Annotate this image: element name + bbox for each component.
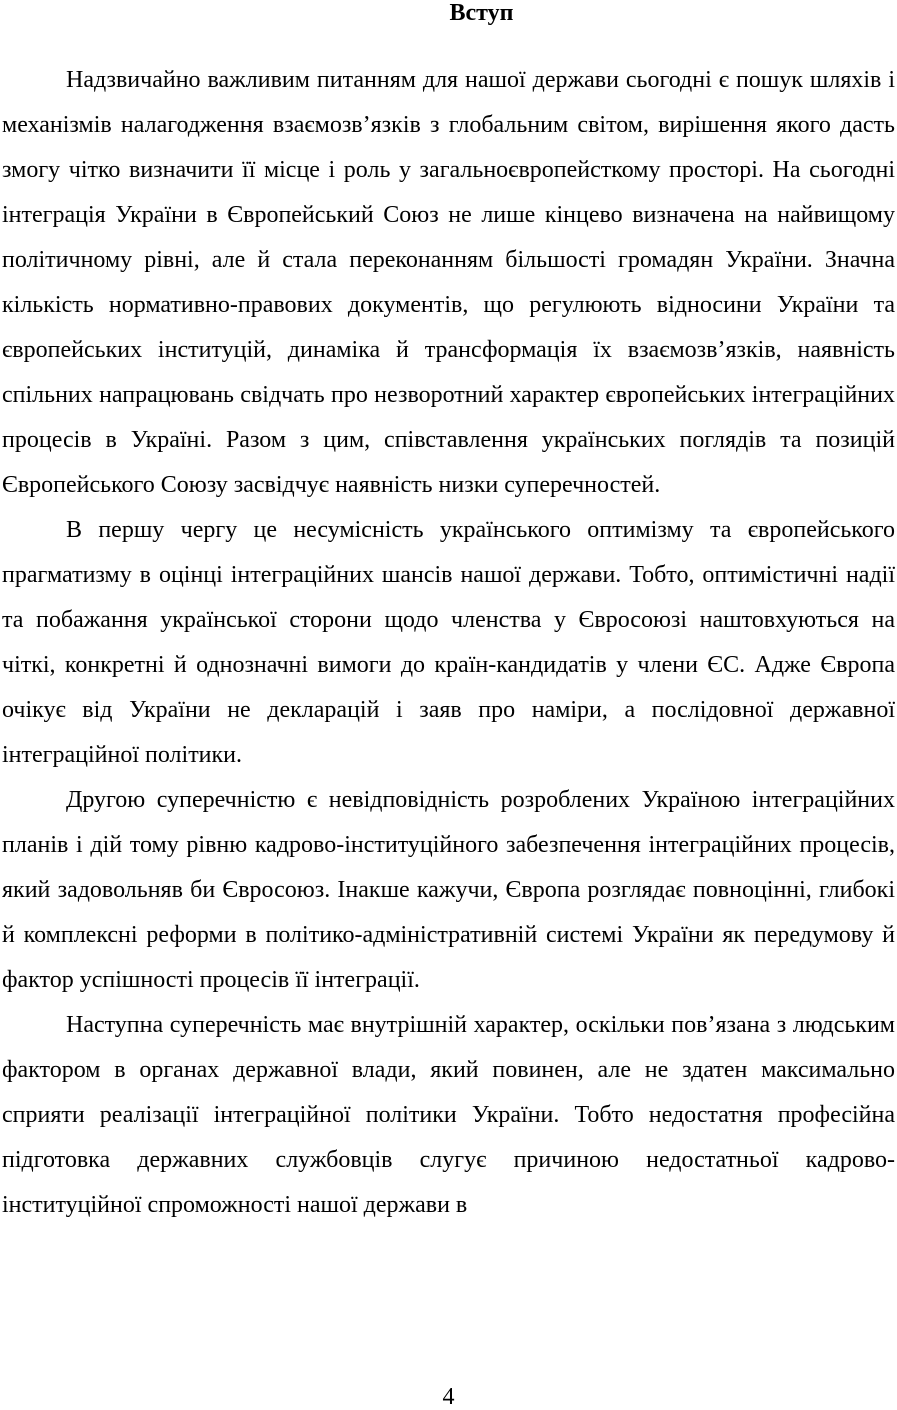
paragraph-3: Другою суперечністю є невідповідність розроблених Україною інтеграційних планів і дій тому рівню кадрово-інституційного забезпечення інтеграційних процесів, який задовольняв би Євросоюз. Інакше кажучи, Європа розглядає повноцінні, глибокі й комплексні реформи в політико-адміністративній системі України як передумову й фактор успішності процесів її інтеграції.: [2, 787, 895, 993]
document-body: [2, 58, 895, 1228]
page-number: 4: [442, 1384, 455, 1410]
paragraph-2: В першу чергу це несумісність українського оптимізму та європейського прагматизму в оцінці інтеграційних шансів нашої держави. Тобто, оптимістичні надії та побажання української сторони щодо членства у Євросоюзі наштовхуються на чіткі, конкретні й однозначні вимоги до країн-кандидатів у члени ЄС. Адже Європа очікує від України не декларацій і заяв про наміри, а послідовної державної інтеграційної політики.: [2, 517, 895, 768]
page-title: Вступ: [449, 0, 514, 26]
paragraph-4: Наступна суперечність має внутрішній характер, оскільки пов’язана з людським фактором в органах державної влади, який повинен, але не здатен максимально сприяти реалізації інтеграційної політики України. Тобто недостатня професійна підготовка державних службовців слугує причиною недостатньої кадрово-інституційної спроможності нашої держави в: [2, 1012, 895, 1218]
paragraph-1: Надзвичайно важливим питанням для нашої держави сьогодні є пошук шляхів і механізмів налагодження взаємозв’язків з глобальним світом, вирішення якого дасть змогу чітко визначити її місце і роль у загальноєвропейсткому просторі. На сьогодні інтеграція України в Європейський Союз не лише кінцево визначена на найвищому політичному рівні, але й стала переконанням більшості громадян України. Значна кількість нормативно-правових документів, що регулюють відносини України та європейських інституцій, динаміка й трансформація їх взаємозв’язків, наявність спільних напрацювань свідчать про незворотний характер європейських інтеграційних процесів в Україні. Разом з цим, співставлення українських поглядів та позицій Європейського Союзу засвідчує наявність низки суперечностей.: [2, 67, 895, 498]
